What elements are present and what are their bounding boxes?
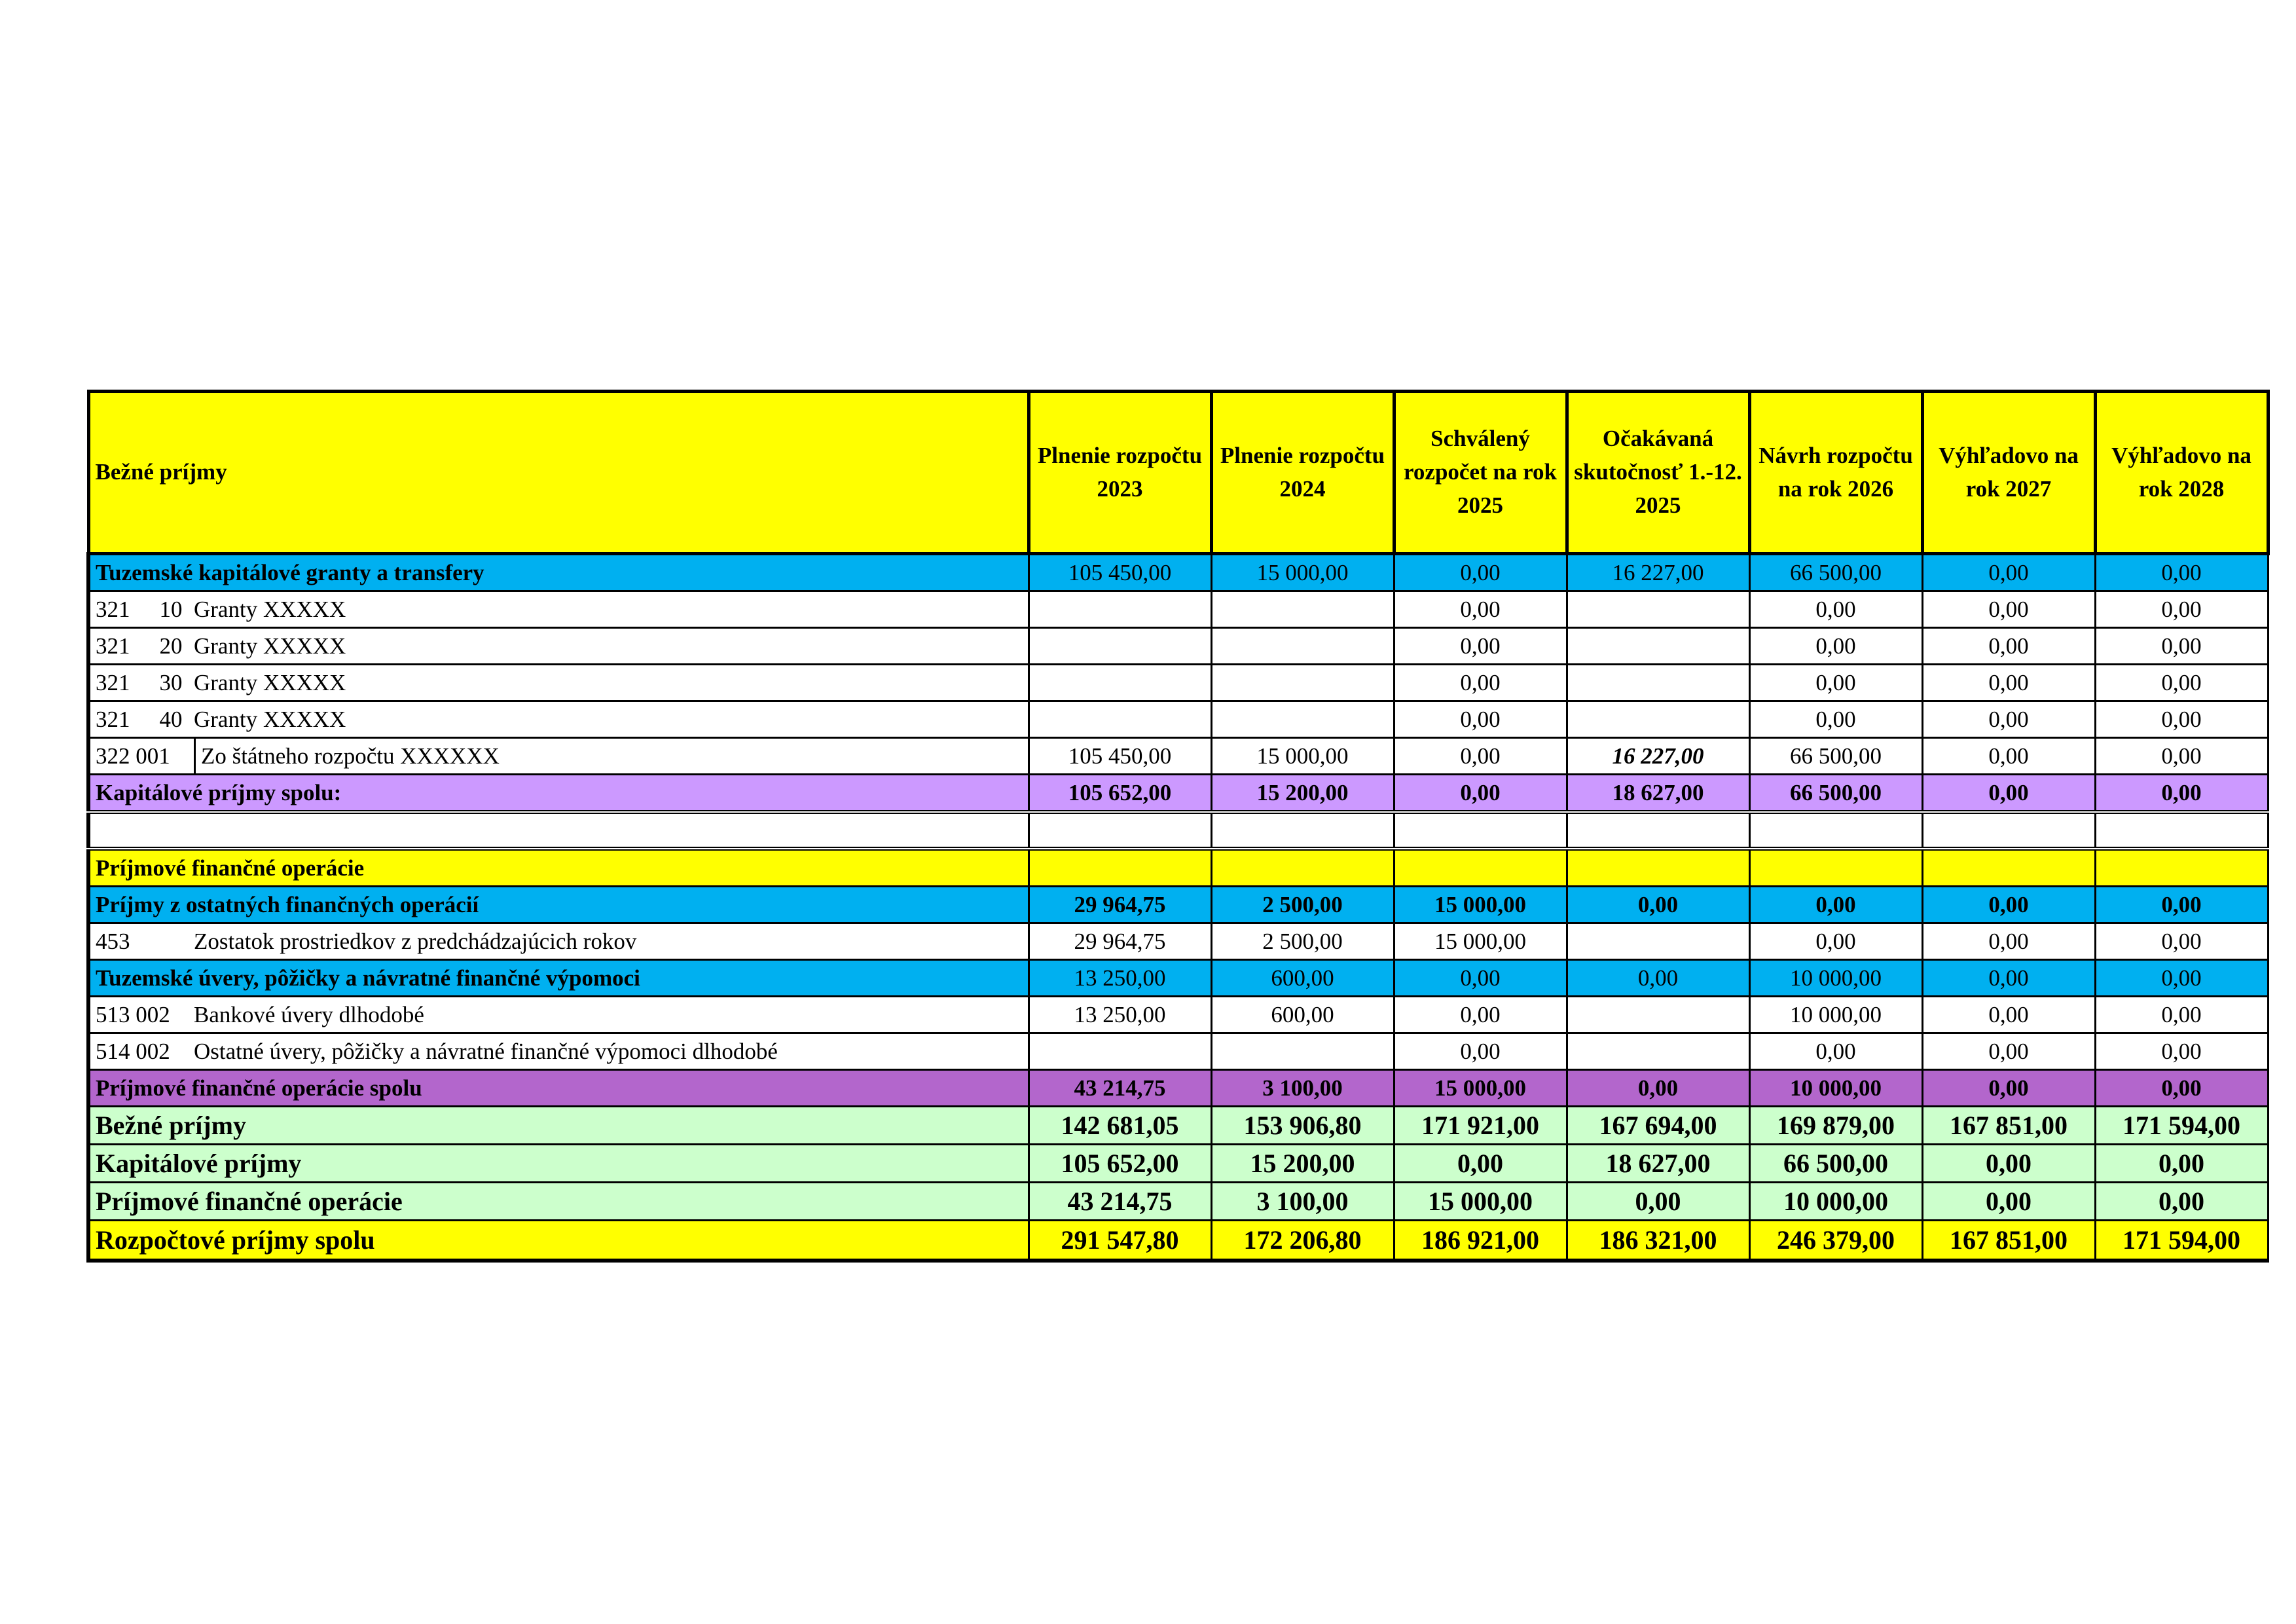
row-code: 321 20 — [96, 633, 183, 659]
value-cell: 0,00 — [1394, 738, 1567, 775]
value-cell — [1567, 997, 1749, 1033]
row-label: Kapitálové príjmy — [88, 1145, 1029, 1183]
value-cell: 0,00 — [1922, 701, 2095, 738]
total-row-capital — [88, 775, 2268, 813]
value-cell: 18 627,00 — [1567, 775, 1749, 813]
value-cell: 105 652,00 — [1029, 1145, 1211, 1183]
value-cell: 105 450,00 — [1029, 738, 1211, 775]
row-label: Ostatné úvery, pôžičky a návratné finančné výpomoci dlhodobé — [194, 1039, 778, 1064]
value-cell: 0,00 — [1567, 1183, 1749, 1221]
table-row — [88, 738, 2268, 775]
row-label: Kapitálové príjmy spolu: — [88, 775, 1029, 813]
row-code-label — [88, 665, 1029, 701]
value-cell: 0,00 — [2095, 554, 2268, 591]
value-cell: 0,00 — [1567, 1070, 1749, 1107]
value-cell: 15 000,00 — [1211, 738, 1394, 775]
header-title: Bežné príjmy — [88, 392, 1029, 554]
value-cell: 0,00 — [1749, 591, 1922, 628]
value-cell: 105 652,00 — [1029, 775, 1211, 813]
value-cell: 0,00 — [1394, 960, 1567, 997]
value-cell: 0,00 — [1922, 591, 2095, 628]
col-header-schvaleny-2025: Schválený rozpočet na rok 2025 — [1394, 392, 1567, 554]
row-code: 321 10 — [96, 597, 183, 622]
value-cell: 0,00 — [1922, 1183, 2095, 1221]
value-cell: 186 321,00 — [1567, 1221, 1749, 1261]
value-cell: 0,00 — [1749, 887, 1922, 923]
value-cell: 0,00 — [1922, 628, 2095, 665]
value-cell: 16 227,00 — [1567, 738, 1749, 775]
value-cell: 3 100,00 — [1211, 1070, 1394, 1107]
row-label: Bankové úvery dlhodobé — [194, 1002, 424, 1027]
empty-cell — [1922, 812, 2095, 849]
value-cell: 0,00 — [1922, 738, 2095, 775]
value-cell: 0,00 — [1749, 665, 1922, 701]
table-row — [88, 591, 2268, 628]
row-label: Zostatok prostriedkov z predchádzajúcich rokov — [194, 929, 637, 954]
row-code: 321 40 — [96, 707, 183, 732]
value-cell: 167 694,00 — [1567, 1107, 1749, 1145]
row-code-label — [88, 997, 1029, 1033]
value-cell: 0,00 — [2095, 628, 2268, 665]
value-cell: 0,00 — [2095, 665, 2268, 701]
value-cell: 167 851,00 — [1922, 1107, 2095, 1145]
col-header-vyhladovo-2027: Výhľadovo na rok 2027 — [1922, 392, 2095, 554]
row-label: Príjmové finančné operácie — [88, 1183, 1029, 1221]
group-row-capital-grants — [88, 554, 2268, 591]
value-cell: 169 879,00 — [1749, 1107, 1922, 1145]
value-cell: 0,00 — [1394, 997, 1567, 1033]
total-row-financial-ops — [88, 1070, 2268, 1107]
col-header-vyhladovo-2028: Výhľadovo na rok 2028 — [2095, 392, 2268, 554]
budget-income-table — [86, 390, 2270, 1263]
value-cell — [1211, 628, 1394, 665]
row-code: 322 001 — [96, 743, 170, 769]
value-cell: 0,00 — [1394, 775, 1567, 813]
empty-cell — [1211, 812, 1394, 849]
value-cell — [1567, 1033, 1749, 1070]
value-cell: 0,00 — [2095, 775, 2268, 813]
empty-cell — [1922, 849, 2095, 887]
value-cell: 0,00 — [2095, 997, 2268, 1033]
value-cell: 43 214,75 — [1029, 1070, 1211, 1107]
value-cell: 0,00 — [1394, 1033, 1567, 1070]
value-cell: 3 100,00 — [1211, 1183, 1394, 1221]
empty-cell — [1211, 849, 1394, 887]
value-cell: 0,00 — [2095, 1033, 2268, 1070]
summary-row-financial-ops — [88, 1183, 2268, 1221]
value-cell: 0,00 — [1922, 554, 2095, 591]
value-cell: 0,00 — [1922, 1033, 2095, 1070]
value-cell — [1567, 923, 1749, 960]
value-cell — [1211, 1033, 1394, 1070]
value-cell: 186 921,00 — [1394, 1221, 1567, 1261]
row-label: Príjmy z ostatných finančných operácií — [88, 887, 1029, 923]
value-cell: 15 000,00 — [1394, 1070, 1567, 1107]
value-cell: 153 906,80 — [1211, 1107, 1394, 1145]
row-label: Granty XXXXX — [194, 597, 346, 622]
value-cell: 0,00 — [1922, 665, 2095, 701]
value-cell: 29 964,75 — [1029, 887, 1211, 923]
value-cell: 167 851,00 — [1922, 1221, 2095, 1261]
value-cell: 0,00 — [1394, 665, 1567, 701]
value-cell: 0,00 — [1394, 591, 1567, 628]
value-cell: 15 200,00 — [1211, 1145, 1394, 1183]
value-cell: 105 450,00 — [1029, 554, 1211, 591]
row-code: 321 30 — [96, 670, 183, 695]
value-cell — [1567, 665, 1749, 701]
value-cell: 15 200,00 — [1211, 775, 1394, 813]
value-cell: 10 000,00 — [1749, 997, 1922, 1033]
value-cell: 15 000,00 — [1394, 1183, 1567, 1221]
value-cell: 0,00 — [1567, 887, 1749, 923]
value-cell: 0,00 — [1749, 923, 1922, 960]
value-cell: 15 000,00 — [1394, 923, 1567, 960]
col-header-plnenie-2023: Plnenie rozpočtu 2023 — [1029, 392, 1211, 554]
value-cell: 0,00 — [1922, 960, 2095, 997]
value-cell: 0,00 — [1922, 923, 2095, 960]
value-cell: 15 000,00 — [1211, 554, 1394, 591]
row-code-label — [88, 923, 1029, 960]
table-row — [88, 665, 2268, 701]
table-row — [88, 923, 2268, 960]
value-cell — [1029, 1033, 1211, 1070]
empty-cell — [1749, 812, 1922, 849]
row-label: Príjmové finančné operácie spolu — [88, 1070, 1029, 1107]
value-cell: 0,00 — [2095, 701, 2268, 738]
value-cell: 66 500,00 — [1749, 775, 1922, 813]
value-cell: 0,00 — [2095, 1183, 2268, 1221]
row-code-label — [88, 628, 1029, 665]
value-cell: 0,00 — [2095, 1145, 2268, 1183]
empty-cell — [88, 812, 1029, 849]
col-header-plnenie-2024: Plnenie rozpočtu 2024 — [1211, 392, 1394, 554]
empty-cell — [1567, 812, 1749, 849]
value-cell: 0,00 — [2095, 960, 2268, 997]
value-cell — [1211, 591, 1394, 628]
value-cell — [1567, 628, 1749, 665]
value-cell: 0,00 — [1749, 1033, 1922, 1070]
value-cell: 0,00 — [1394, 701, 1567, 738]
value-cell: 600,00 — [1211, 997, 1394, 1033]
value-cell: 66 500,00 — [1749, 1145, 1922, 1183]
value-cell — [1029, 701, 1211, 738]
value-cell: 15 000,00 — [1394, 887, 1567, 923]
value-cell: 172 206,80 — [1211, 1221, 1394, 1261]
value-cell: 0,00 — [1922, 1070, 2095, 1107]
summary-row-capital-income — [88, 1145, 2268, 1183]
table-row — [88, 1033, 2268, 1070]
row-label: Granty XXXXX — [194, 670, 346, 695]
value-cell: 66 500,00 — [1749, 738, 1922, 775]
empty-cell — [2095, 812, 2268, 849]
empty-cell — [1029, 849, 1211, 887]
empty-cell — [2095, 849, 2268, 887]
value-cell — [1029, 665, 1211, 701]
group-row-other-financial-ops — [88, 887, 2268, 923]
empty-cell — [1749, 849, 1922, 887]
empty-cell — [1394, 812, 1567, 849]
col-header-ocakavana-2025: Očakávaná skutočnosť 1.-12. 2025 — [1567, 392, 1749, 554]
value-cell: 0,00 — [1922, 997, 2095, 1033]
value-cell — [1567, 591, 1749, 628]
value-cell: 18 627,00 — [1567, 1145, 1749, 1183]
value-cell: 600,00 — [1211, 960, 1394, 997]
empty-cell — [1029, 812, 1211, 849]
value-cell: 246 379,00 — [1749, 1221, 1922, 1261]
value-cell: 10 000,00 — [1749, 960, 1922, 997]
row-code-label — [88, 738, 1029, 775]
row-code-label — [88, 591, 1029, 628]
value-cell: 142 681,05 — [1029, 1107, 1211, 1145]
table-row — [88, 997, 2268, 1033]
value-cell: 0,00 — [2095, 887, 2268, 923]
col-header-navrh-2026: Návrh rozpočtu na rok 2026 — [1749, 392, 1922, 554]
row-code: 453 — [96, 929, 130, 954]
empty-cell — [1567, 849, 1749, 887]
value-cell — [1211, 665, 1394, 701]
value-cell: 171 594,00 — [2095, 1107, 2268, 1145]
row-code: 513 002 — [96, 1002, 170, 1027]
value-cell: 43 214,75 — [1029, 1183, 1211, 1221]
summary-row-current-income — [88, 1107, 2268, 1145]
value-cell: 2 500,00 — [1211, 887, 1394, 923]
section-row-financial-ops — [88, 849, 2268, 887]
value-cell: 2 500,00 — [1211, 923, 1394, 960]
row-label: Bežné príjmy — [88, 1107, 1029, 1145]
value-cell: 13 250,00 — [1029, 997, 1211, 1033]
row-label: Zo štátneho rozpočtu XXXXXX — [194, 739, 500, 773]
value-cell: 0,00 — [2095, 591, 2268, 628]
value-cell: 291 547,80 — [1029, 1221, 1211, 1261]
value-cell: 29 964,75 — [1029, 923, 1211, 960]
value-cell: 0,00 — [1749, 628, 1922, 665]
value-cell: 0,00 — [2095, 1070, 2268, 1107]
value-cell: 0,00 — [1394, 1145, 1567, 1183]
value-cell: 0,00 — [1922, 1145, 2095, 1183]
value-cell — [1029, 628, 1211, 665]
row-label: Tuzemské úvery, pôžičky a návratné finančné výpomoci — [88, 960, 1029, 997]
value-cell: 16 227,00 — [1567, 554, 1749, 591]
row-code: 514 002 — [96, 1039, 170, 1064]
row-label: Tuzemské kapitálové granty a transfery — [88, 554, 1029, 591]
row-code-label — [88, 1033, 1029, 1070]
value-cell: 0,00 — [1567, 960, 1749, 997]
value-cell — [1567, 701, 1749, 738]
value-cell: 0,00 — [1394, 628, 1567, 665]
group-row-loans — [88, 960, 2268, 997]
value-cell — [1029, 591, 1211, 628]
value-cell — [1211, 701, 1394, 738]
value-cell: 0,00 — [1922, 887, 2095, 923]
header-row — [88, 392, 2268, 554]
value-cell: 0,00 — [1394, 554, 1567, 591]
value-cell: 0,00 — [1922, 775, 2095, 813]
empty-cell — [1394, 849, 1567, 887]
row-code-label — [88, 701, 1029, 738]
value-cell: 171 921,00 — [1394, 1107, 1567, 1145]
value-cell: 10 000,00 — [1749, 1070, 1922, 1107]
value-cell: 10 000,00 — [1749, 1183, 1922, 1221]
spacer-row — [88, 812, 2268, 849]
grand-total-row — [88, 1221, 2268, 1261]
value-cell: 171 594,00 — [2095, 1221, 2268, 1261]
value-cell: 0,00 — [2095, 738, 2268, 775]
value-cell: 13 250,00 — [1029, 960, 1211, 997]
row-label: Príjmové finančné operácie — [88, 849, 1029, 887]
row-label: Granty XXXXX — [194, 633, 346, 659]
row-label: Rozpočtové príjmy spolu — [88, 1221, 1029, 1261]
value-cell: 66 500,00 — [1749, 554, 1922, 591]
table-row — [88, 628, 2268, 665]
row-label: Granty XXXXX — [194, 707, 346, 732]
value-cell: 0,00 — [1749, 701, 1922, 738]
table-row — [88, 701, 2268, 738]
value-cell: 0,00 — [2095, 923, 2268, 960]
